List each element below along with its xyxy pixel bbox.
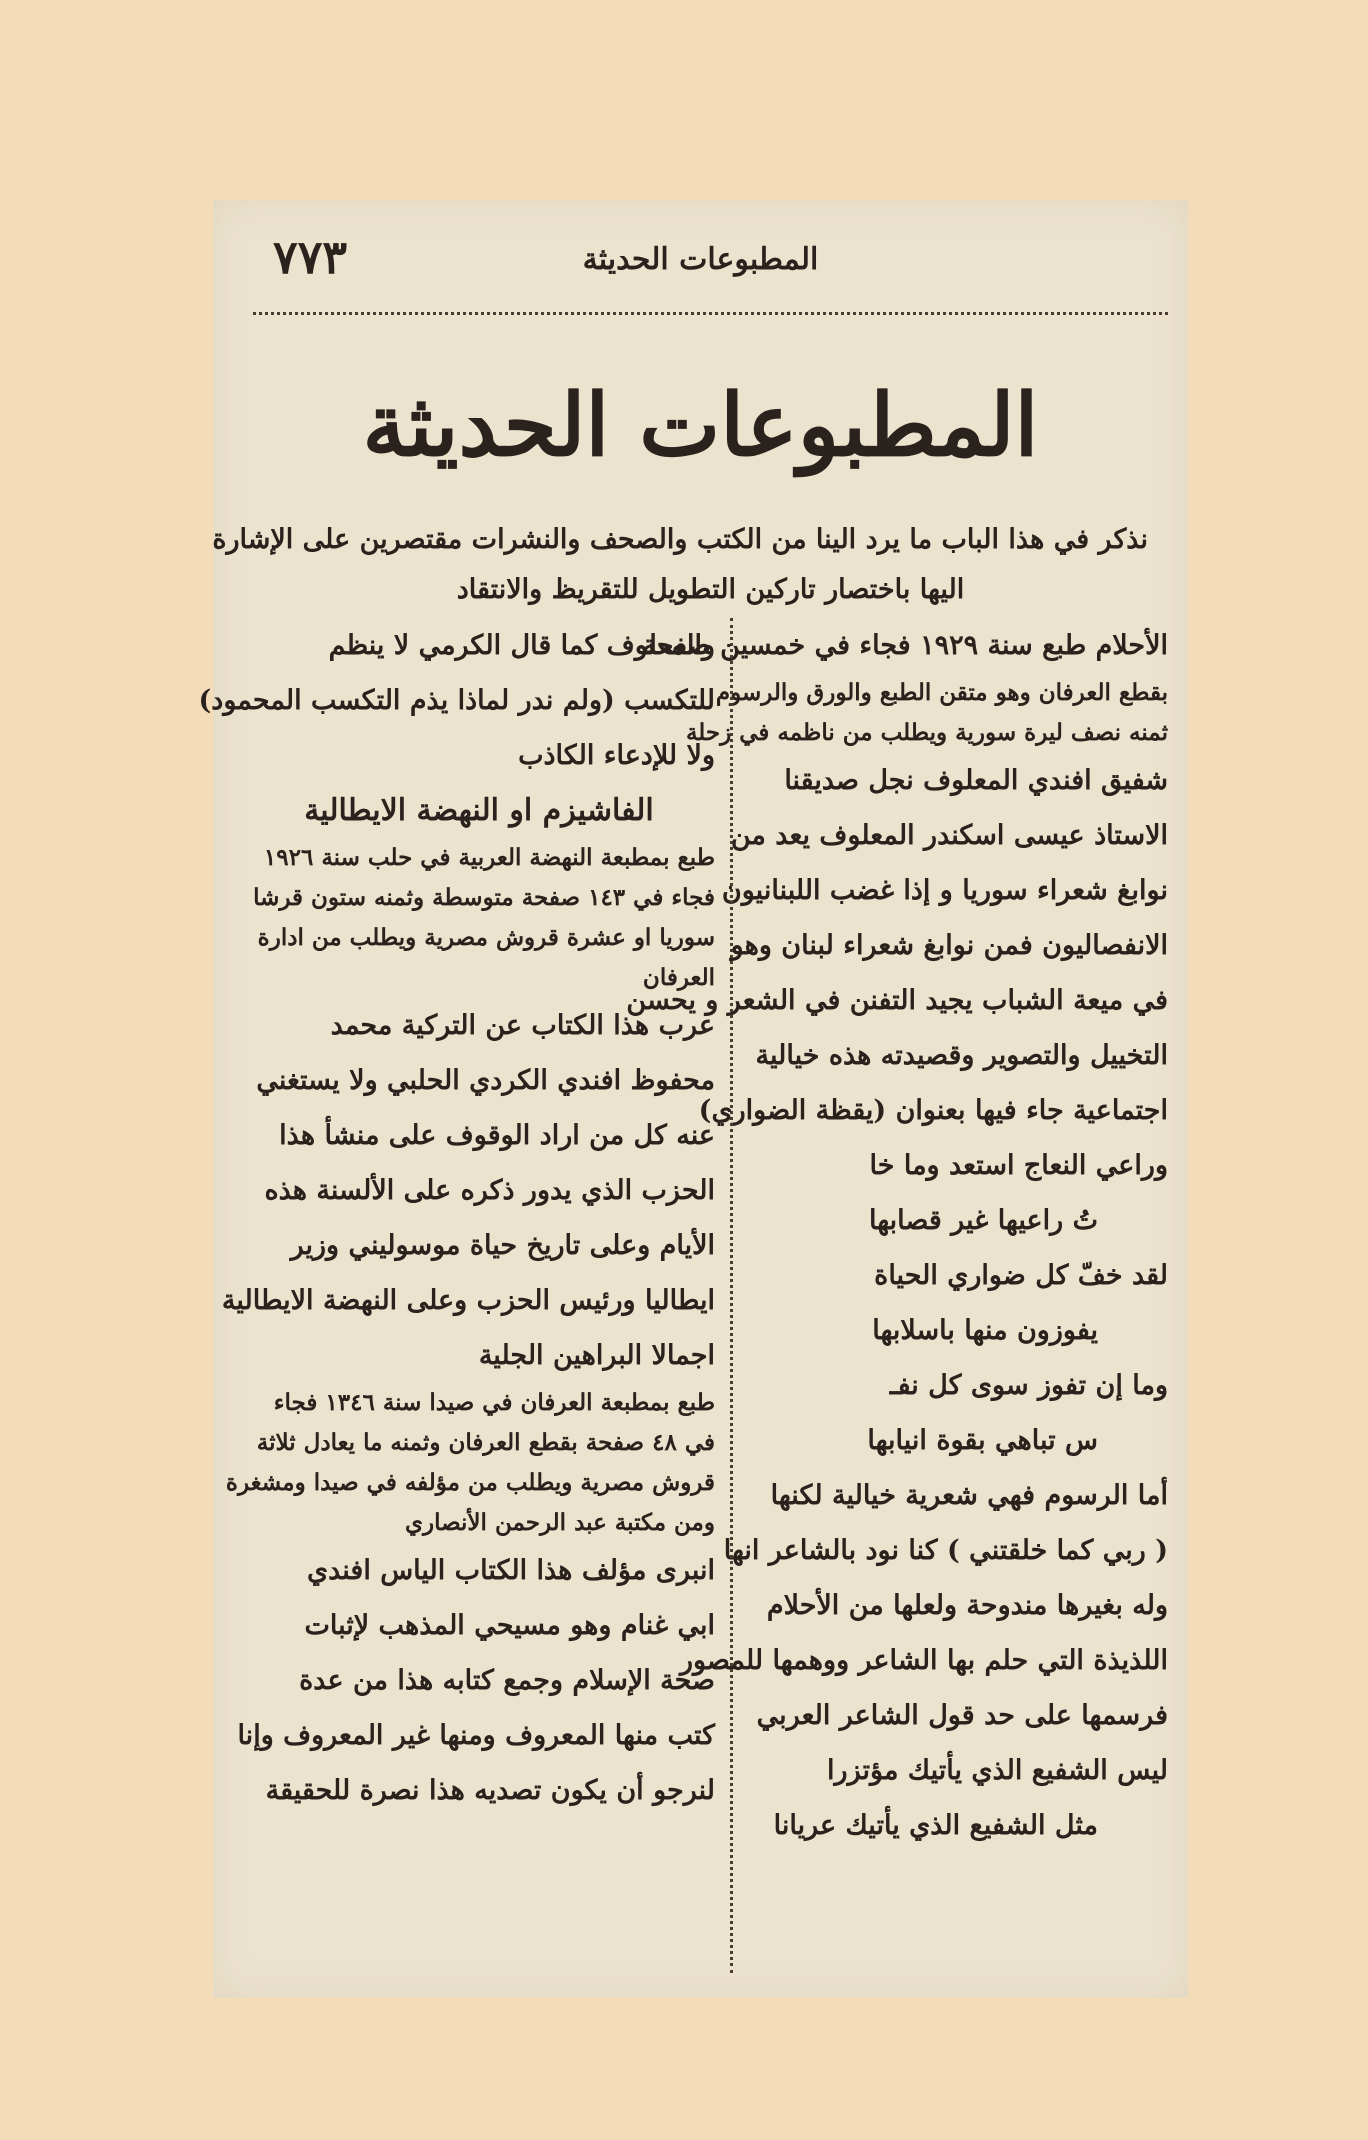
text-line: العرفان <box>642 964 715 991</box>
text-line: اجتماعية جاء فيها بعنوان (يقظة الضواري) <box>698 1095 1168 1126</box>
text-line: نوابغ شعراء سوريا و إذا غضب اللبنانيون <box>721 875 1168 906</box>
text-line: التخييل والتصوير وقصيدته هذه خيالية <box>755 1040 1168 1071</box>
verse-line: مثل الشفيع الذي يأتيك عريانا <box>773 1810 1098 1841</box>
right-column <box>626 618 1168 1973</box>
text-line: انبرى مؤلف هذا الكتاب الياس افندي <box>306 1555 715 1586</box>
verse-line: ليس الشفيع الذي يأتيك مؤتزرا <box>827 1755 1168 1786</box>
text-line: محفوظ افندي الكردي الحلبي ولا يستغني <box>256 1065 715 1096</box>
text-line: والمعلوف كما قال الكرمي لا ينظم <box>328 630 715 661</box>
text-line: لنرجو أن يكون تصديه هذا نصرة للحقيقة <box>265 1775 715 1806</box>
text-line: صحة الإسلام وجمع كتابه هذا من عدة <box>299 1665 715 1696</box>
text-line: اللذيذة التي حلم بها الشاعر ووهمها للمصور <box>679 1645 1168 1676</box>
intro-line: نذكر في هذا الباب ما يرد الينا من الكتب والصحف والنشرات مقتصرين على الإشارة <box>212 524 1148 555</box>
text-line: في ميعة الشباب يجيد التفنن في الشعر و يحسن <box>626 985 1168 1016</box>
entry-title-al-ahlam: الأحلام طبع سنة ١٩٢٩ فجاء في خمسين صفحة <box>642 630 1168 661</box>
left-column <box>198 618 715 1973</box>
text-line: ولا للإدعاء الكاذب <box>518 740 715 771</box>
page-sheet <box>198 200 1188 1998</box>
text-line: فجاء في ١٤٣ صفحة متوسطة وثمنه ستون قرشا <box>253 884 715 911</box>
text-line: عرب هذا الكتاب عن التركية محمد <box>330 1010 715 1041</box>
text-line: عنه كل من اراد الوقوف على منشأ هذا <box>279 1120 715 1151</box>
text-line: وله بغيرها مندوحة ولعلها من الأحلام <box>766 1590 1168 1621</box>
text-line: الحزب الذي يدور ذكره على الألسنة هذه <box>264 1175 715 1206</box>
running-title: المطبوعات الحديثة <box>582 242 819 277</box>
poem-line: لقد خفّ كل ضواري الحياة <box>874 1260 1168 1291</box>
text-line: فرسمها على حد قول الشاعر العربي <box>756 1700 1168 1731</box>
running-header <box>213 230 1188 310</box>
text-line: طبع بمطبعة النهضة العربية في حلب سنة ١٩٢٦ <box>263 844 715 871</box>
text-line: ( ربي كما خلقتني ) كنا نود بالشاعر انها <box>723 1535 1168 1566</box>
text-line: الاستاذ عيسى اسكندر المعلوف يعد من <box>730 820 1168 851</box>
header-dotted-rule <box>253 312 1168 315</box>
text-line: للتكسب (ولم ندر لماذا يذم التكسب المحمود) <box>198 685 715 716</box>
text-line: شفيق افندي المعلوف نجل صديقنا <box>784 765 1168 796</box>
intro-paragraph <box>212 515 1148 615</box>
text-line: الأيام وعلى تاريخ حياة موسوليني وزير <box>290 1230 715 1261</box>
text-line: طبع بمطبعة العرفان في صيدا سنة ١٣٤٦ فجاء <box>273 1389 715 1416</box>
intro-line: اليها باختصار تاركين التطويل للتقريظ والانتقاد <box>456 574 965 605</box>
text-line: ايطاليا ورئيس الحزب وعلى النهضة الايطالية <box>221 1285 715 1316</box>
page-number: ٧٧٣ <box>273 230 348 284</box>
text-line: كتب منها المعروف ومنها غير المعروف وإنا <box>237 1720 715 1751</box>
poem-line: وما إن تفوز سوى كل نفـ <box>889 1370 1168 1401</box>
text-line: قروش مصرية ويطلب من مؤلفه في صيدا ومشغرة <box>225 1469 715 1496</box>
text-line: وراعي النعاج استعد وما خا <box>869 1150 1168 1181</box>
section-masthead: المطبوعات الحديثة <box>362 375 1039 476</box>
text-line: الانفصاليون فمن نوابغ شعراء لبنان وهو <box>730 930 1168 961</box>
poem-line: تُ راعيها غير قصابها <box>869 1205 1098 1236</box>
entry-title-fascism: الفاشيزم او النهضة الايطالية <box>304 793 654 828</box>
column-divider <box>730 618 733 1973</box>
entry-title-barahin: اجمالا البراهين الجلية <box>478 1340 715 1371</box>
text-line: ابي غنام وهو مسيحي المذهب لإثبات <box>304 1610 715 1641</box>
two-column-body <box>198 618 1168 1973</box>
text-line: بقطع العرفان وهو متقن الطبع والورق والرسوم <box>715 679 1168 706</box>
poem-line: س تباهي بقوة انيابها <box>867 1425 1098 1456</box>
poem-line: يفوزون منها باسلابها <box>872 1315 1098 1346</box>
text-line: ومن مكتبة عبد الرحمن الأنصاري <box>404 1509 715 1536</box>
text-line: سوريا او عشرة قروش مصرية ويطلب من ادارة <box>257 924 715 951</box>
text-line: في ٤٨ صفحة بقطع العرفان وثمنه ما يعادل ثلاثة <box>256 1429 715 1456</box>
text-line: أما الرسوم فهي شعرية خيالية لكنها <box>770 1480 1168 1511</box>
text-line: ثمنه نصف ليرة سورية ويطلب من ناظمه في زحلة <box>685 719 1168 746</box>
